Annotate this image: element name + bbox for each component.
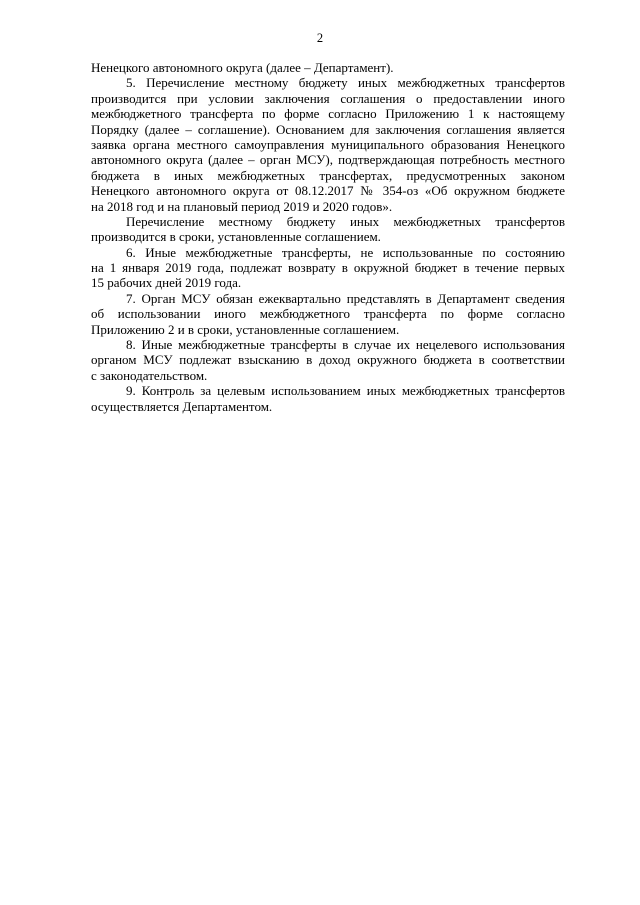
paragraph-item-7 <box>91 291 565 337</box>
text-line: Порядку (далее – соглашение). Основанием для заключения соглашения является <box>91 121 565 137</box>
text-line: 8. Иные межбюджетные трансферты в случае их нецелевого использования <box>126 337 565 353</box>
text-line: об использовании иного межбюджетного трансферта по форме согласно <box>91 306 565 322</box>
text-line: 5. Перечисление местному бюджету иных межбюджетных трансфертов <box>126 75 565 91</box>
text-line: 7. Орган МСУ обязан ежеквартально представлять в Департамент сведения <box>126 290 565 306</box>
text-line: 15 рабочих дней 2019 года. <box>91 275 242 291</box>
paragraph-item-5 <box>91 75 565 214</box>
text-line: 6. Иные межбюджетные трансферты, не использованные по состоянию <box>126 244 565 260</box>
text-line: органом МСУ подлежат взысканию в доход окружного бюджета в соответствии <box>91 352 565 368</box>
text-line: бюджета в иных межбюджетных трансфертах, предусмотренных законом <box>91 167 565 183</box>
text-line: межбюджетного трансферта по форме согласно Приложению 1 к настоящему <box>91 106 565 122</box>
text-line: производится в сроки, установленные соглашением. <box>91 229 381 245</box>
page-number: 2 <box>316 31 324 45</box>
text-line: осуществляется Департаментом. <box>91 398 273 414</box>
text-line: на 1 января 2019 года, подлежат возврату в окружной бюджет в течение первых <box>91 260 565 276</box>
paragraph-continuation <box>91 60 565 75</box>
text-line: производится при условии заключения соглашения о предоставлении иного <box>91 90 565 106</box>
text-line: автономного округа (далее – орган МСУ), подтверждающая потребность местного <box>91 152 565 168</box>
text-line: заявка органа местного самоуправления муниципального образования Ненецкого <box>91 136 565 152</box>
text-line: 9. Контроль за целевым использованием иных межбюджетных трансфертов <box>126 383 565 399</box>
document-body <box>91 60 565 414</box>
paragraph-item-9 <box>91 383 565 414</box>
text-line: Ненецкого автономного округа (далее – Департамент). <box>91 60 394 75</box>
text-line: Перечисление местному бюджету иных межбюджетных трансфертов <box>126 213 565 229</box>
paragraph-transfer-terms <box>91 214 565 245</box>
text-line: Приложению 2 и в сроки, установленные соглашением. <box>91 321 400 337</box>
paragraph-item-8 <box>91 337 565 383</box>
text-line: на 2018 год и на плановый период 2019 и 2020 годов». <box>91 198 393 214</box>
paragraph-item-6 <box>91 245 565 291</box>
text-line: с законодательством. <box>91 367 208 383</box>
text-line: Ненецкого автономного округа от 08.12.2017 № 354-оз «Об окружном бюджете <box>91 183 565 199</box>
